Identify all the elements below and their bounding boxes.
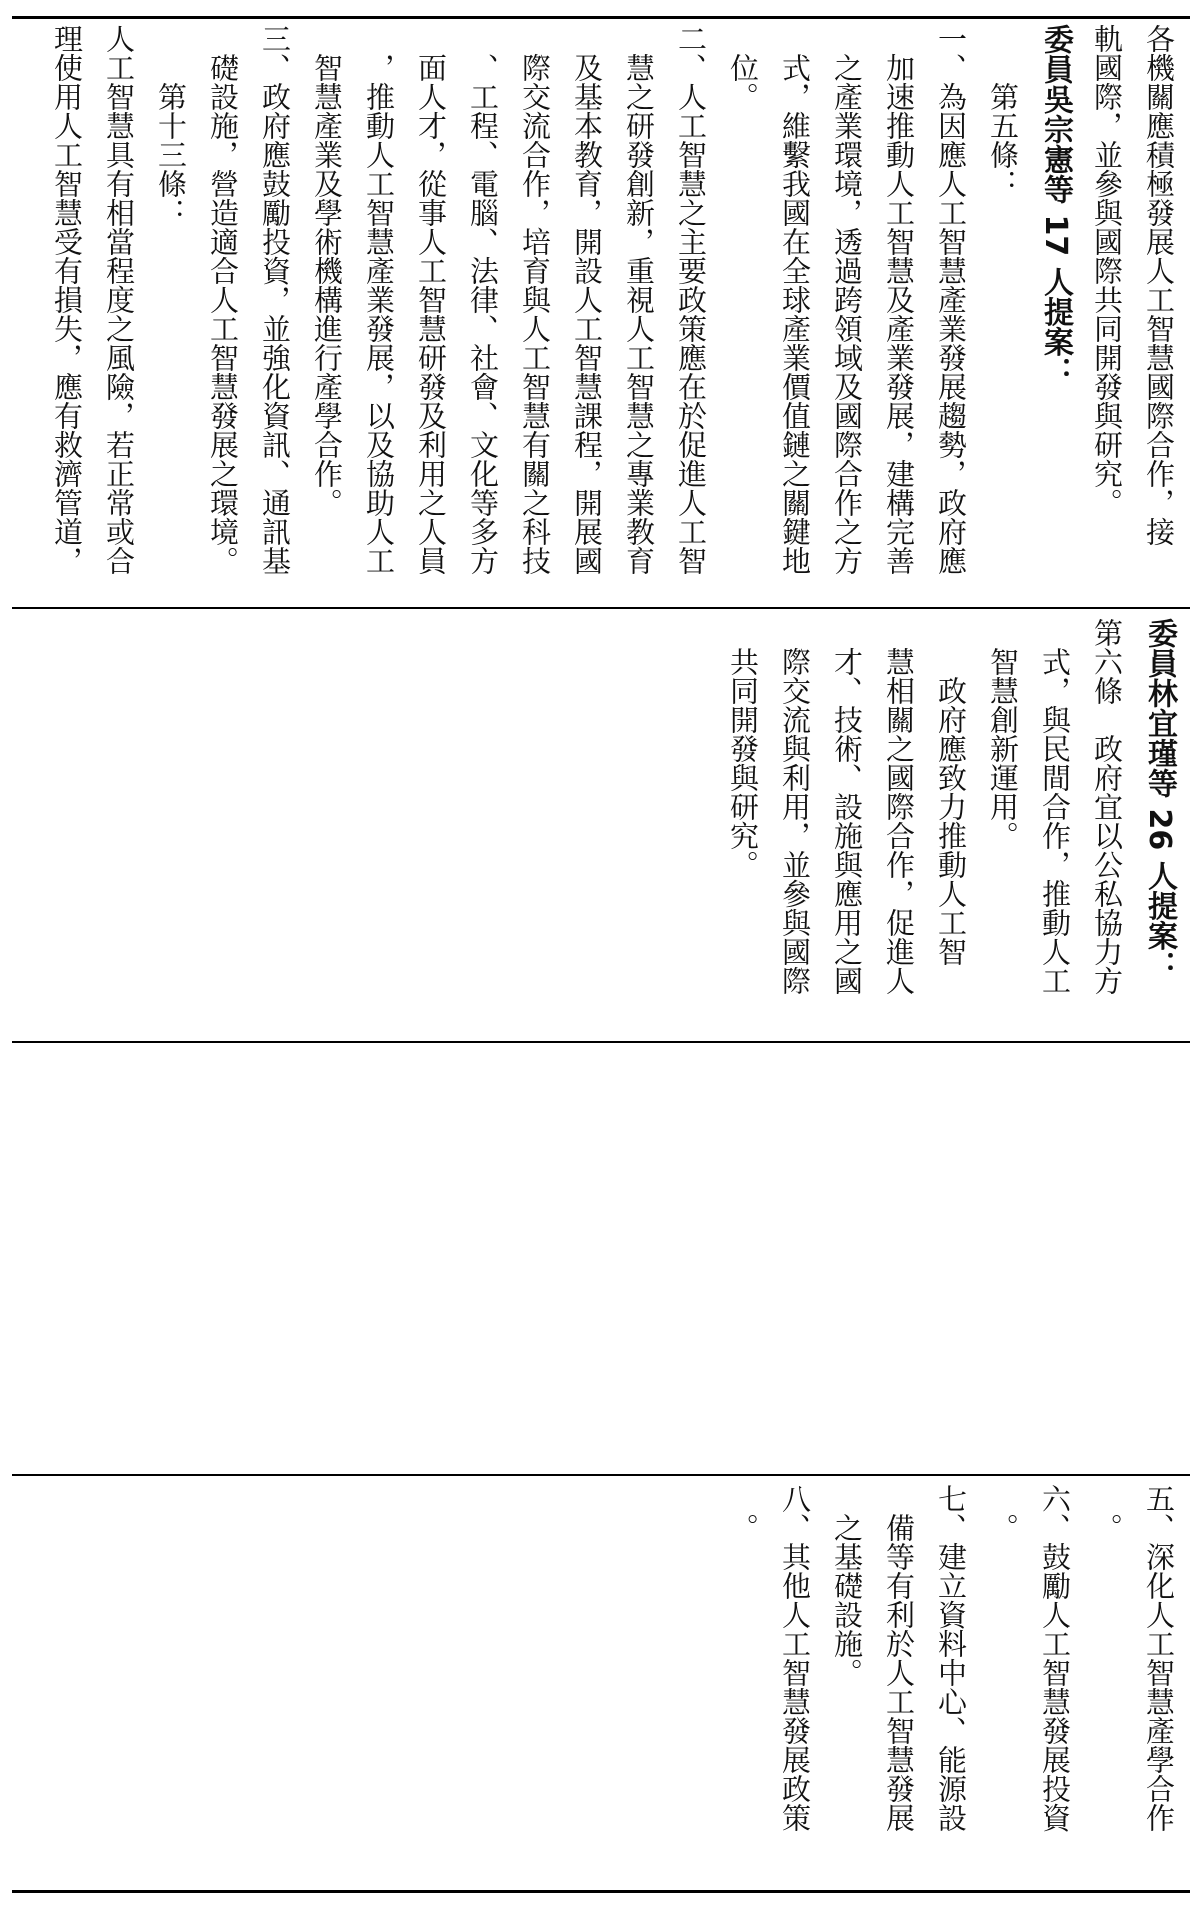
text-line: 際交流與利用，並參與國際 — [778, 618, 812, 995]
text-line: 位。 — [726, 24, 760, 111]
text-line: ，推動人工智慧產業發展，以及協助人工 — [362, 24, 396, 575]
text-line: 備等有利於人工智慧發展 — [882, 1484, 916, 1832]
divider-rule-2 — [12, 1041, 1190, 1043]
text-line: 人工智慧具有相當程度之風險，若正常或合 — [102, 24, 136, 575]
section-middle — [20, 618, 1185, 1036]
text-line: 共同開發與研究。 — [726, 618, 760, 879]
text-line: 軌國際，並參與國際共同開發與研究。 — [1090, 24, 1124, 517]
article-label: 第五條： — [986, 24, 1020, 198]
proposal-heading: 委員吳宗憲等 17 人提案： — [1038, 24, 1073, 387]
text-line: 加速推動人工智慧及產業發展，建構完善 — [882, 24, 916, 575]
text-line: 二、人工智慧之主要政策應在於促進人工智 — [674, 24, 708, 575]
text-line: 。 — [726, 1484, 760, 1542]
text-line: 式，與民間合作，推動人工 — [1038, 618, 1072, 995]
text-line: 之基礎設施。 — [830, 1484, 864, 1687]
text-line: 智慧產業及學術機構進行產學合作。 — [310, 24, 344, 517]
text-line: 式，維繫我國在全球產業價值鏈之關鍵地 — [778, 24, 812, 575]
text-line: 智慧創新運用。 — [986, 618, 1020, 850]
text-line: 第六條 政府宜以公私協力方 — [1090, 618, 1124, 995]
text-line: 。 — [986, 1484, 1020, 1542]
bottom-rule — [12, 1890, 1190, 1893]
text-line: 礎設施，營造適合人工智慧發展之環境。 — [206, 24, 240, 575]
text-line: 才、技術、設施與應用之國 — [830, 618, 864, 995]
text-line: 理使用人工智慧受有損失，應有救濟管道， — [50, 24, 84, 575]
section-bottom — [20, 1484, 1185, 1884]
text-line: 七、建立資料中心、能源設 — [934, 1484, 968, 1832]
text-line: 際交流合作，培育與人工智慧有關之科技 — [518, 24, 552, 575]
divider-rule-3 — [12, 1474, 1190, 1476]
text-line: 八、其他人工智慧發展政策 — [778, 1484, 812, 1832]
text-line: 面人才，從事人工智慧研發及利用之人員 — [414, 24, 448, 575]
text-line: 、工程、電腦、法律、社會、文化等多方 — [466, 24, 500, 575]
text-line: 各機關應積極發展人工智慧國際合作，接 — [1142, 24, 1176, 546]
section-empty — [20, 1050, 1185, 1468]
top-rule — [12, 16, 1190, 19]
text-line: 慧相關之國際合作，促進人 — [882, 618, 916, 995]
text-line: 及基本教育，開設人工智慧課程，開展國 — [570, 24, 604, 575]
text-line: 三、政府應鼓勵投資，並強化資訊、通訊基 — [258, 24, 292, 575]
proposal-heading: 委員林宜瑾等 26 人提案： — [1142, 618, 1177, 981]
text-line: 一、為因應人工智慧產業發展趨勢，政府應 — [934, 24, 968, 575]
section-top — [20, 24, 1185, 602]
text-line: 之產業環境，透過跨領域及國際合作之方 — [830, 24, 864, 575]
text-line: 政府應致力推動人工智 — [934, 618, 968, 966]
text-line: 五、深化人工智慧產學合作 — [1142, 1484, 1176, 1832]
text-line: 。 — [1090, 1484, 1124, 1542]
article-label: 第十三條： — [154, 24, 188, 227]
text-line: 慧之研發創新，重視人工智慧之專業教育 — [622, 24, 656, 575]
text-line: 六、鼓勵人工智慧發展投資 — [1038, 1484, 1072, 1832]
divider-rule-1 — [12, 607, 1190, 609]
